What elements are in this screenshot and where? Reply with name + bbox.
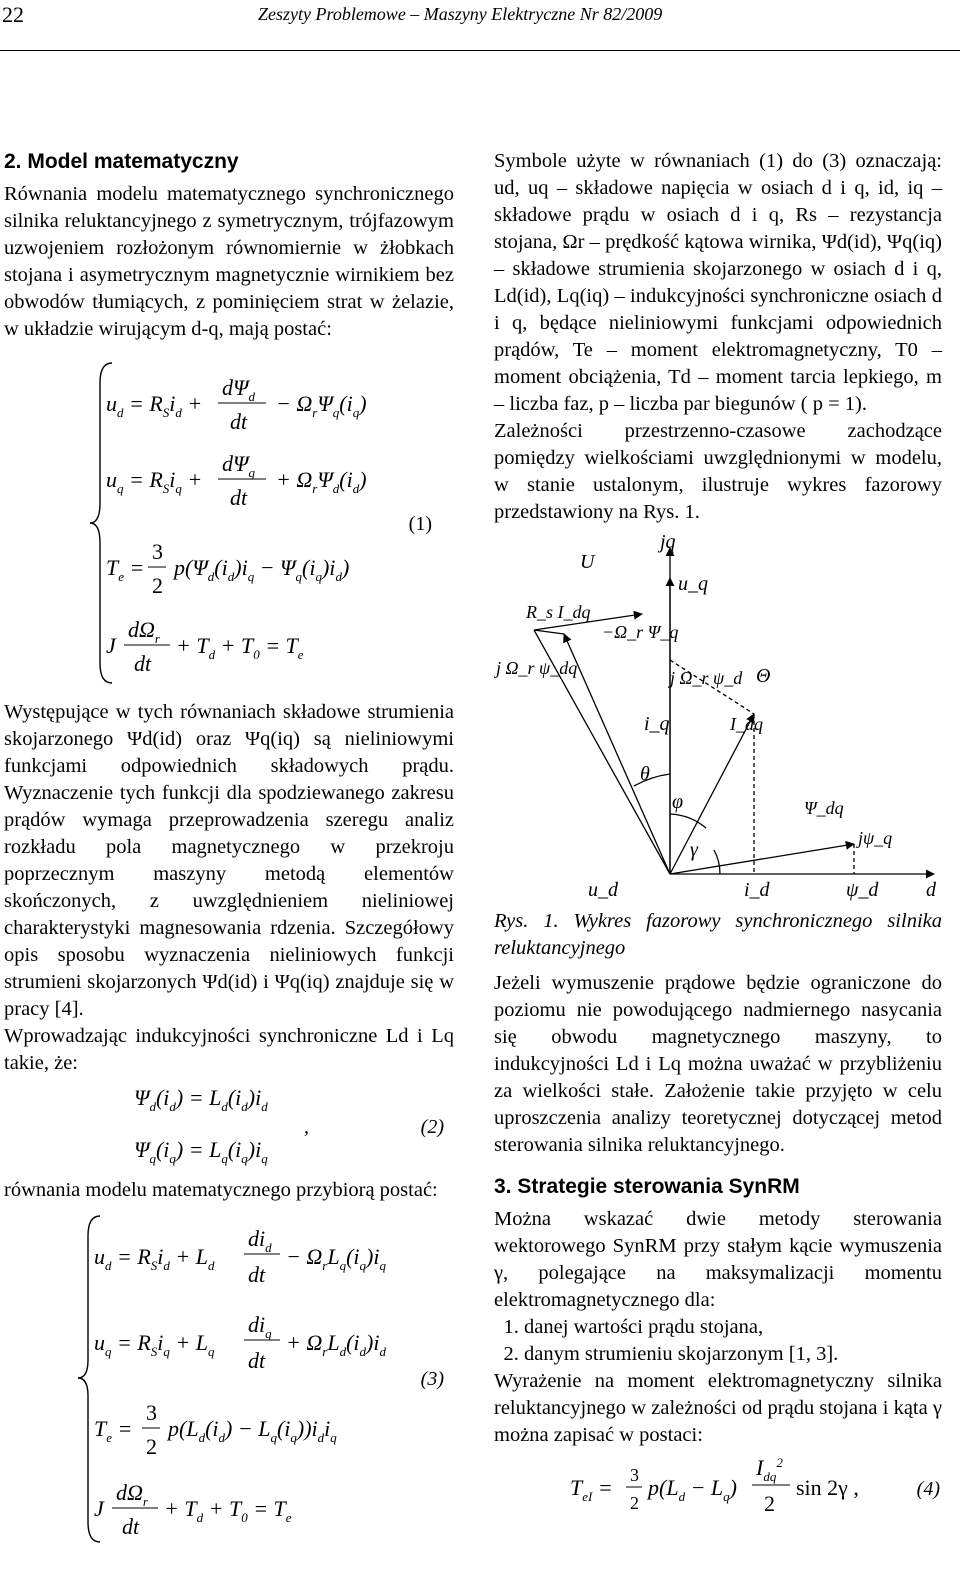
equation-1: [4, 353, 454, 693]
phasor-diagram-svg: [494, 534, 942, 904]
equation-2-graphic: [4, 1077, 454, 1177]
equation-3: [4, 1210, 454, 1550]
svg-text:3: 3: [630, 1465, 639, 1485]
eq1-line3: $T_e$ =: [106, 555, 145, 584]
label-jq: jq: [660, 534, 676, 553]
equation-2-comma: ,: [304, 1116, 309, 1138]
paragraph-torque-expression: Wyrażenie na moment elektromagnetyczny silnika reluktancyjnego w zależności od prądu stojana i kąta γ można zapisać w postaci:: [494, 1370, 942, 1446]
svg-text:dt: dt: [248, 1348, 266, 1373]
svg-text:Te =: $T_e$ =: [94, 1416, 133, 1445]
svg-text:+ Td + T0 = Te: + $T_d + T_0 = T_e$: [176, 633, 304, 662]
svg-text:p(Ld − Lq): $p(L_d - L_q)$: [648, 1475, 737, 1504]
equation-3-graphic: [4, 1210, 454, 1550]
paragraph-inductance-intro: Wprowadzając indukcyjności synchroniczne Ld i Lq takie, że:: [4, 1025, 454, 1074]
svg-text:did: $di_d$: [248, 1226, 272, 1255]
svg-text:2: 2: [152, 573, 163, 598]
svg-text:p(Ψd(id)iq − Ψq(iq)id): $p(\Psi_d(i_d)i_q - \Psi_q(i_q)i_d)$: [174, 555, 350, 584]
label-gamma: γ: [690, 839, 698, 861]
label-ud: u_d: [588, 879, 618, 901]
equation-4-number: (4): [916, 1478, 940, 1500]
figure-caption: Rys. 1. Wykres fazorowy synchronicznego silnika reluktancyjnego: [494, 910, 942, 959]
equation-2: [4, 1077, 454, 1177]
svg-text:2: 2: [764, 1491, 775, 1516]
label-jpsiq: jψ_q: [858, 828, 893, 848]
label-jOmPsidq: j Ω_r ψ_dq: [496, 658, 578, 678]
paragraph-symbols: Symbole użyte w równaniach (1) do (3) oznaczają: ud, uq – składowe napięcia w osiach d i q, id, iq – składowe prądu w osiach d i q, Rs – rezystancja stojana, Ωr – prędkość kątowa wirnika, Ψd(id), Ψq(iq) – składowe strumienia skojarzonego w osiach d i q, Ld(id), Lq(iq) – indukcyjności synchroniczne osiach d i q, będące nieliniowymi funkcjami odpowiednich prądów, Te – moment elektromagnetyczny, T0 – moment obciążenia, Td – moment tarcia lepkiego, m – liczba faz, p – liczba par biegunów ( p = 1).: [494, 150, 942, 415]
svg-text:2: 2: [630, 1493, 639, 1513]
methods-list: [494, 1314, 942, 1368]
svg-text:2: 2: [146, 1434, 157, 1459]
paragraph-flux: Występujące w tych równaniach składowe strumienia skojarzonego Ψd(id) oraz Ψq(iq) są nieliniowymi funkcjami odpowiednich składowych prądu. Wyznaczenie tych funkcji dla spodziewanego zakresu prądów wymaga przeprowadzenia szeregu analiz rozkładu pola magnetycznego w przekroju poprzecznym maszyny metodą elementów skończonych, z uwzględnieniem nieliniowej charakterystyki magnesowania rdzenia. Szczegółowy opis sposobu wyznaczenia nieliniowych funkcji strumieni skojarzonych Ψd(id) i Ψq(iq) znajduje się w pracy [4].: [4, 701, 454, 1020]
svg-text:dΨd: $d\Psi_d$: [222, 375, 255, 404]
svg-text:J: J: [94, 1496, 104, 1521]
label-phi: φ: [672, 791, 684, 813]
svg-text:3: 3: [152, 539, 163, 564]
label-OmPsiq: −Ω_r Ψ_q: [602, 622, 679, 642]
right-column: [494, 148, 942, 1523]
svg-text:+ ΩrLd(id)id: + $\Omega_rL_d(i_d)i_d$: [286, 1330, 386, 1359]
label-theta: θ: [640, 763, 650, 785]
svg-text:− ΩrLq(iq)iq: − $\Omega_rL_q(i_q)i_q$: [286, 1244, 386, 1273]
label-Idq: I_dq: [730, 714, 763, 734]
svg-text:+ Td + T0 = Te: + $T_d + T_0 = T_e$: [164, 1496, 292, 1525]
label-iq: i_q: [644, 713, 670, 735]
svg-text:dt: dt: [122, 1514, 140, 1539]
eq1-line4: J: [106, 633, 116, 658]
section-3-heading: 3. Strategie sterowania SynRM: [494, 1175, 800, 1198]
label-uq: u_q: [678, 573, 708, 595]
svg-text:TeI =: $T_{eI}$ =: [570, 1475, 613, 1504]
svg-text:sin 2γ ,: sin 2γ ,: [796, 1475, 859, 1500]
label-id: i_d: [744, 879, 770, 901]
list-item: 1. danej wartości prądu stojana,: [524, 1314, 942, 1341]
paragraph-saturation: Jeżeli wymuszenie prądowe będzie ograniczone do poziomu nie powodującego nadmiernego nasycania się obwodu magnetycznego maszyny, to indukcyjności Ld i Lq można uważać w przybliżeniu za wielkości stałe. Założenie takie przyjęto w celu uproszczenia analizy teoretycznej dotyczącej metod sterowania silnika reluktancyjnego.: [494, 972, 942, 1156]
equation-1-graphic: [4, 353, 454, 693]
svg-text:Ψq(iq) = Lq(iq)iq: $\Psi_q(i_q) = L_q(i_q)i_q$: [134, 1137, 268, 1166]
label-jOmPsid: j Ω_r ψ_d: [670, 668, 743, 688]
svg-text:p(Ld(id) − Lq(iq))idiq: $p(L_d(i_d) - L_q(i_q))i_di_q$: [168, 1416, 337, 1445]
equation-3-number: (3): [420, 1368, 444, 1390]
page-header: [0, 0, 960, 51]
list-item: 2. danym strumieniu skojarzonym [1, 3].: [524, 1341, 942, 1368]
svg-text:dΨq: $d\Psi_q$: [222, 451, 255, 480]
eq1-line1: $u_d = R_Si_d$ +: [106, 391, 203, 420]
svg-text:dΩr: $d\Omega_r$: [128, 617, 160, 646]
svg-text:ud = RSid + Ld: $u_d = R_Si_d + L_d$: [94, 1244, 215, 1273]
paragraph-dependencies: Zależności przestrzenno-czasowe zachodzące pomiędzy wielkościami uwzględnionymi w modelu, w stanie ustalonym, ilustruje wykres fazorowy przedstawiony na Rys. 1.: [494, 420, 942, 523]
equation-4: [494, 1453, 942, 1523]
svg-text:3: 3: [146, 1400, 157, 1425]
svg-text:dt: dt: [134, 651, 152, 676]
label-Theta: Θ: [756, 665, 771, 687]
running-title: Zeszyty Problemowe – Maszyny Elektryczne Nr 82/2009: [258, 4, 663, 24]
svg-text:dΩr: $d\Omega_r$: [116, 1480, 148, 1509]
equation-4-graphic: [494, 1453, 942, 1523]
paragraph-intro: Równania modelu matematycznego synchronicznego silnika reluktancyjnego z symetrycznym, trójfazowym uzwojeniem rozłożonym równomiernie w żłobkach stojana i asymetrycznym magnetycznie wirnikiem bez obwodów tłumiących, z pominięciem strat w żelazie, w układzie wirującym d-q, mają postać:: [4, 183, 454, 340]
label-RsIdq: R_s I_dq: [526, 602, 591, 622]
svg-text:Ψd(id) = Ld(id)id: $\Psi_d(i_d) = L_d(i_d)i_d$: [134, 1085, 268, 1114]
label-Psidq: Ψ_dq: [804, 798, 844, 818]
svg-text:uq = RSiq + Lq: $u_q = R_Si_q + L_q$: [94, 1330, 215, 1359]
svg-text:− ΩrΨq(iq): − $\Omega_r\Psi_q(i_q)$: [276, 391, 367, 420]
svg-text:dt: dt: [230, 409, 248, 434]
svg-text:+ ΩrΨd(id): + $\Omega_r\Psi_d(i_d)$: [276, 467, 367, 496]
equation-2-number: (2): [420, 1116, 444, 1138]
paragraph-methods: Można wskazać dwie metody sterowania wektorowego SynRM przy stałym kącie wymuszenia γ, polegające na maksymalizacji momentu elektromagnetycznego dla:: [494, 1208, 942, 1311]
svg-text:diq: $di_q$: [248, 1312, 272, 1341]
paragraph-model-form: równania modelu matematycznego przybiorą postać:: [4, 1179, 438, 1201]
section-2-heading: 2. Model matematyczny: [4, 150, 239, 173]
equation-1-number: (1): [408, 513, 432, 535]
eq1-line2: $u_q = R_Si_q$ +: [106, 467, 203, 496]
left-column: [4, 148, 454, 1550]
page-number: 22: [2, 2, 24, 27]
label-U: U: [580, 551, 595, 573]
svg-text:Idq2: $I_{dq}^2$: [756, 1455, 783, 1484]
svg-text:dt: dt: [248, 1262, 266, 1287]
phasor-diagram: [494, 534, 942, 904]
label-psid: ψ_d: [846, 879, 879, 901]
svg-text:dt: dt: [230, 485, 248, 510]
label-d: d: [926, 879, 936, 901]
